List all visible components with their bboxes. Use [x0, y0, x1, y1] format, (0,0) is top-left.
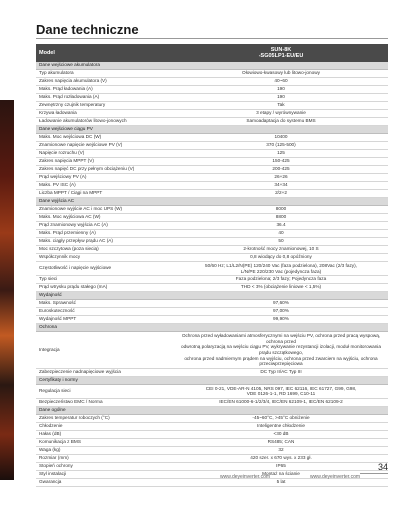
spec-label: Częstotliwość i napięcie wyjściowe: [36, 262, 174, 276]
page-number-rule: [360, 473, 388, 474]
spec-table: [36, 44, 388, 487]
spec-value: THD < 3% (obciążenie liniowe < 1,5%): [174, 284, 388, 292]
spec-label: Maks. Prąd przemienny (A): [36, 230, 174, 238]
model-name-cell: [174, 44, 388, 62]
section-title: Dane wejściowe ciągu PV: [36, 126, 174, 134]
section-spacer: [174, 376, 388, 384]
spec-label: Typ akumulatora: [36, 70, 174, 78]
spec-value-line: CEI 0-21, VDE-AR-N 4105, NRS 097, IEC 62116, IEC 61727, G99, G98,: [205, 385, 357, 391]
spec-label: Waga (kg): [36, 446, 174, 454]
spec-row: [36, 368, 388, 376]
spec-row: [36, 214, 388, 222]
spec-label: Moc szczytowa (poza siecią): [36, 246, 174, 254]
model-name: SUN-8K: [270, 47, 292, 53]
section-spacer: [174, 198, 388, 206]
table-header-row: [36, 44, 388, 62]
section-title: Wydajność: [36, 292, 174, 300]
spec-row: [36, 230, 388, 238]
spec-value: [174, 262, 388, 276]
spec-row: [36, 134, 388, 142]
spec-row: [36, 254, 388, 262]
spec-value: 0,8 wiodący do 0,8 opóźniony: [174, 254, 388, 262]
spec-row: [36, 246, 388, 254]
spec-label: Maks. Prąd rozładowania (A): [36, 94, 174, 102]
section-spacer: [174, 292, 388, 300]
spec-row: [36, 150, 388, 158]
spec-label: Bezpieczeństwo EMC / Norma: [36, 398, 174, 406]
spec-value: 32: [174, 446, 388, 454]
spec-value: 97,60%: [174, 300, 388, 308]
section-header-row: [36, 198, 388, 206]
spec-value: 36.4: [174, 222, 388, 230]
spec-label: Zakres temperatur roboczych (°C): [36, 414, 174, 422]
spec-row: [36, 262, 388, 276]
spec-value: 8000: [174, 206, 388, 214]
spec-value: 2-krotność mocy znamionowej, 10 S: [174, 246, 388, 254]
section-title: Certyfikaty i normy: [36, 376, 174, 384]
model-label: Model: [36, 44, 174, 62]
spec-value: Faza podzielona; 2/3 fazy; Pojedyncza faza: [174, 276, 388, 284]
spec-value: 34+34: [174, 182, 388, 190]
section-title: Dane wyjścia AC: [36, 198, 174, 206]
spec-row: [36, 174, 388, 182]
spec-row: [36, 384, 388, 398]
spec-row: [36, 276, 388, 284]
spec-value: 125: [174, 150, 388, 158]
spec-row: [36, 462, 388, 470]
spec-label: Napięcie rozruchu (V): [36, 150, 174, 158]
spec-value: [174, 384, 388, 398]
spec-value: 8800: [174, 214, 388, 222]
page-title: Dane techniczne: [36, 22, 139, 37]
spec-row: [36, 222, 388, 230]
spec-value: 370 (125-500): [174, 142, 388, 150]
section-spacer: [174, 406, 388, 414]
section-title: Dane ogólne: [36, 406, 174, 414]
spec-value-line: Ochrona przed wyładowaniami atmosferycznymi na wejściu PV, ochrona przed pracą wyspową, ochrona przed: [181, 333, 381, 344]
page-number: 34: [377, 462, 388, 472]
model-code: -SG05LP1-EU/EU: [258, 53, 304, 59]
spec-label: Ładowanie akumulatorów litowo-jonowych: [36, 118, 174, 126]
spec-value: 5 lat: [174, 478, 388, 486]
spec-value-line: odwrotną polaryzacją na wejściu ciągu PV, wykrywanie rezystancji izolacji, moduł monitorowania prądu szczątkowego,: [181, 344, 381, 355]
spec-value: 26+26: [174, 174, 388, 182]
spec-row: [36, 102, 388, 110]
spec-label: Typ sieci: [36, 276, 174, 284]
decorative-side-image: [0, 100, 14, 480]
spec-label: Hałas (dB): [36, 430, 174, 438]
spec-value: 2/2+2: [174, 190, 388, 198]
spec-label: Rozmiar (mm): [36, 454, 174, 462]
spec-row: [36, 284, 388, 292]
spec-label: Prąd wtrysku prądu stałego (mA): [36, 284, 174, 292]
spec-value-line: ochrona przed nadmiernym prądem na wyjściu, ochrona przed zwarciem na wyjściu, ochrona przeciwprzepięciowa: [184, 355, 378, 367]
spec-label: Maks. Moc wejściowa DC (W): [36, 134, 174, 142]
spec-value-line: 50/60 Hz; L1/L2/N(PE) 120/240 Vac (faza podzielona), 208Vac (2/3 fazy),: [205, 263, 357, 268]
spec-value: [174, 332, 388, 369]
spec-value: Tak: [174, 102, 388, 110]
section-header-row: [36, 406, 388, 414]
spec-label: Zewnętrzny czujnik temperatury: [36, 102, 174, 110]
spec-label: Znamionowe wyjście AC i moc UPS (W): [36, 206, 174, 214]
spec-label: Wydajność MPPT: [36, 316, 174, 324]
spec-value: IEC/EN 61000-6-1/2/3/4, IEC/EN 62109-1, IEC/EN 62109-2: [174, 398, 388, 406]
spec-row: [36, 422, 388, 430]
section-header-row: [36, 62, 388, 70]
section-spacer: [174, 62, 388, 70]
spec-label: Regulacja sieci: [36, 384, 174, 398]
section-spacer: [174, 324, 388, 332]
spec-value: Montaż na ścianie: [174, 470, 388, 478]
spec-value: 150-425: [174, 158, 388, 166]
spec-value: 3 etapy / wyrównywanie: [174, 110, 388, 118]
spec-value-line: L/N/PE 220/230 Vac (pojedyncza faza): [240, 268, 322, 274]
spec-row: [36, 190, 388, 198]
section-title: Ochrona: [36, 324, 174, 332]
spec-label: Maks. ciągły przepływ prądu AC (A): [36, 238, 174, 246]
spec-label: Zakres napięcia akumulatora (V): [36, 78, 174, 86]
spec-value: 200-425: [174, 166, 388, 174]
spec-label: Współczynnik mocy: [36, 254, 174, 262]
spec-value: 10400: [174, 134, 388, 142]
spec-label: Maks. Prąd ładowania (A): [36, 86, 174, 94]
spec-value: Inteligentne chłodzenie: [174, 422, 388, 430]
spec-label: Znamionowe napięcie wejściowe PV (V): [36, 142, 174, 150]
spec-value: RS485; CAN: [174, 438, 388, 446]
spec-row: [36, 238, 388, 246]
spec-row: [36, 454, 388, 462]
spec-row: [36, 438, 388, 446]
spec-row: [36, 308, 388, 316]
spec-label: Maks. Moc wyjściowa AC (W): [36, 214, 174, 222]
spec-value: 99,90%: [174, 316, 388, 324]
spec-row: [36, 86, 388, 94]
spec-label: Integracja: [36, 332, 174, 369]
spec-label: Euroskuteczność: [36, 308, 174, 316]
spec-value: 190: [174, 86, 388, 94]
spec-value: IP65: [174, 462, 388, 470]
spec-label: Maks. PV ISC (A): [36, 182, 174, 190]
spec-row: [36, 206, 388, 214]
spec-value: Samoadaptacja do systemu BMS: [174, 118, 388, 126]
spec-row: [36, 158, 388, 166]
section-header-row: [36, 292, 388, 300]
spec-label: Stopień ochrony: [36, 462, 174, 470]
spec-row: [36, 118, 388, 126]
spec-row: [36, 78, 388, 86]
spec-value: 40: [174, 230, 388, 238]
spec-label: Komunikacja z BMS: [36, 438, 174, 446]
footer-url-right: www.deyeinverter.com: [310, 474, 361, 480]
spec-row: [36, 166, 388, 174]
spec-row: [36, 300, 388, 308]
spec-label: Maks. Sprawność: [36, 300, 174, 308]
spec-row: [36, 94, 388, 102]
spec-row: [36, 182, 388, 190]
spec-value: 40~60: [174, 78, 388, 86]
spec-value: Ołowiowo-kwasowy lub litowo-jonowy: [174, 70, 388, 78]
spec-value: 420 szer. x 670 wys. x 233 gł.: [174, 454, 388, 462]
spec-label: Prąd znamionowy wyjścia AC (A): [36, 222, 174, 230]
spec-row: [36, 142, 388, 150]
spec-label: Zakres napięć DC przy pełnym obciążeniu (V): [36, 166, 174, 174]
spec-row: [36, 430, 388, 438]
spec-label: Prąd wejściowy PV (A): [36, 174, 174, 182]
spec-value: 97,00%: [174, 308, 388, 316]
spec-label: Chłodzenie: [36, 422, 174, 430]
section-spacer: [174, 126, 388, 134]
section-title: Dane wejściowe akumulatora: [36, 62, 174, 70]
spec-value: 190: [174, 94, 388, 102]
spec-value: <30 dB: [174, 430, 388, 438]
spec-row: [36, 414, 388, 422]
section-header-row: [36, 324, 388, 332]
title-divider: [36, 38, 388, 39]
section-header-row: [36, 126, 388, 134]
spec-value: -45~60°C, >45°C obniżenie: [174, 414, 388, 422]
spec-label: Liczba MPPT / Ciągi na MPPT: [36, 190, 174, 198]
spec-label: Gwarancja: [36, 478, 174, 486]
spec-row: [36, 70, 388, 78]
spec-row: [36, 446, 388, 454]
spec-label: Zabezpieczenie nadnapięciowe wyjścia: [36, 368, 174, 376]
spec-row: [36, 398, 388, 406]
spec-row: [36, 316, 388, 324]
spec-label: Krzywa ładowania: [36, 110, 174, 118]
spec-label: Zakres napięcia MPPT (V): [36, 158, 174, 166]
spec-row: [36, 332, 388, 369]
spec-value: 50: [174, 238, 388, 246]
spec-label: Styl instalacji: [36, 470, 174, 478]
spec-value: DC Typ II/AC Typ III: [174, 368, 388, 376]
section-header-row: [36, 376, 388, 384]
spec-row: [36, 110, 388, 118]
footer-url-left: www.deyeinverter.com: [220, 474, 271, 480]
spec-value-line: VDE 0126-1-1, RD 1699, C10-11: [246, 391, 316, 397]
